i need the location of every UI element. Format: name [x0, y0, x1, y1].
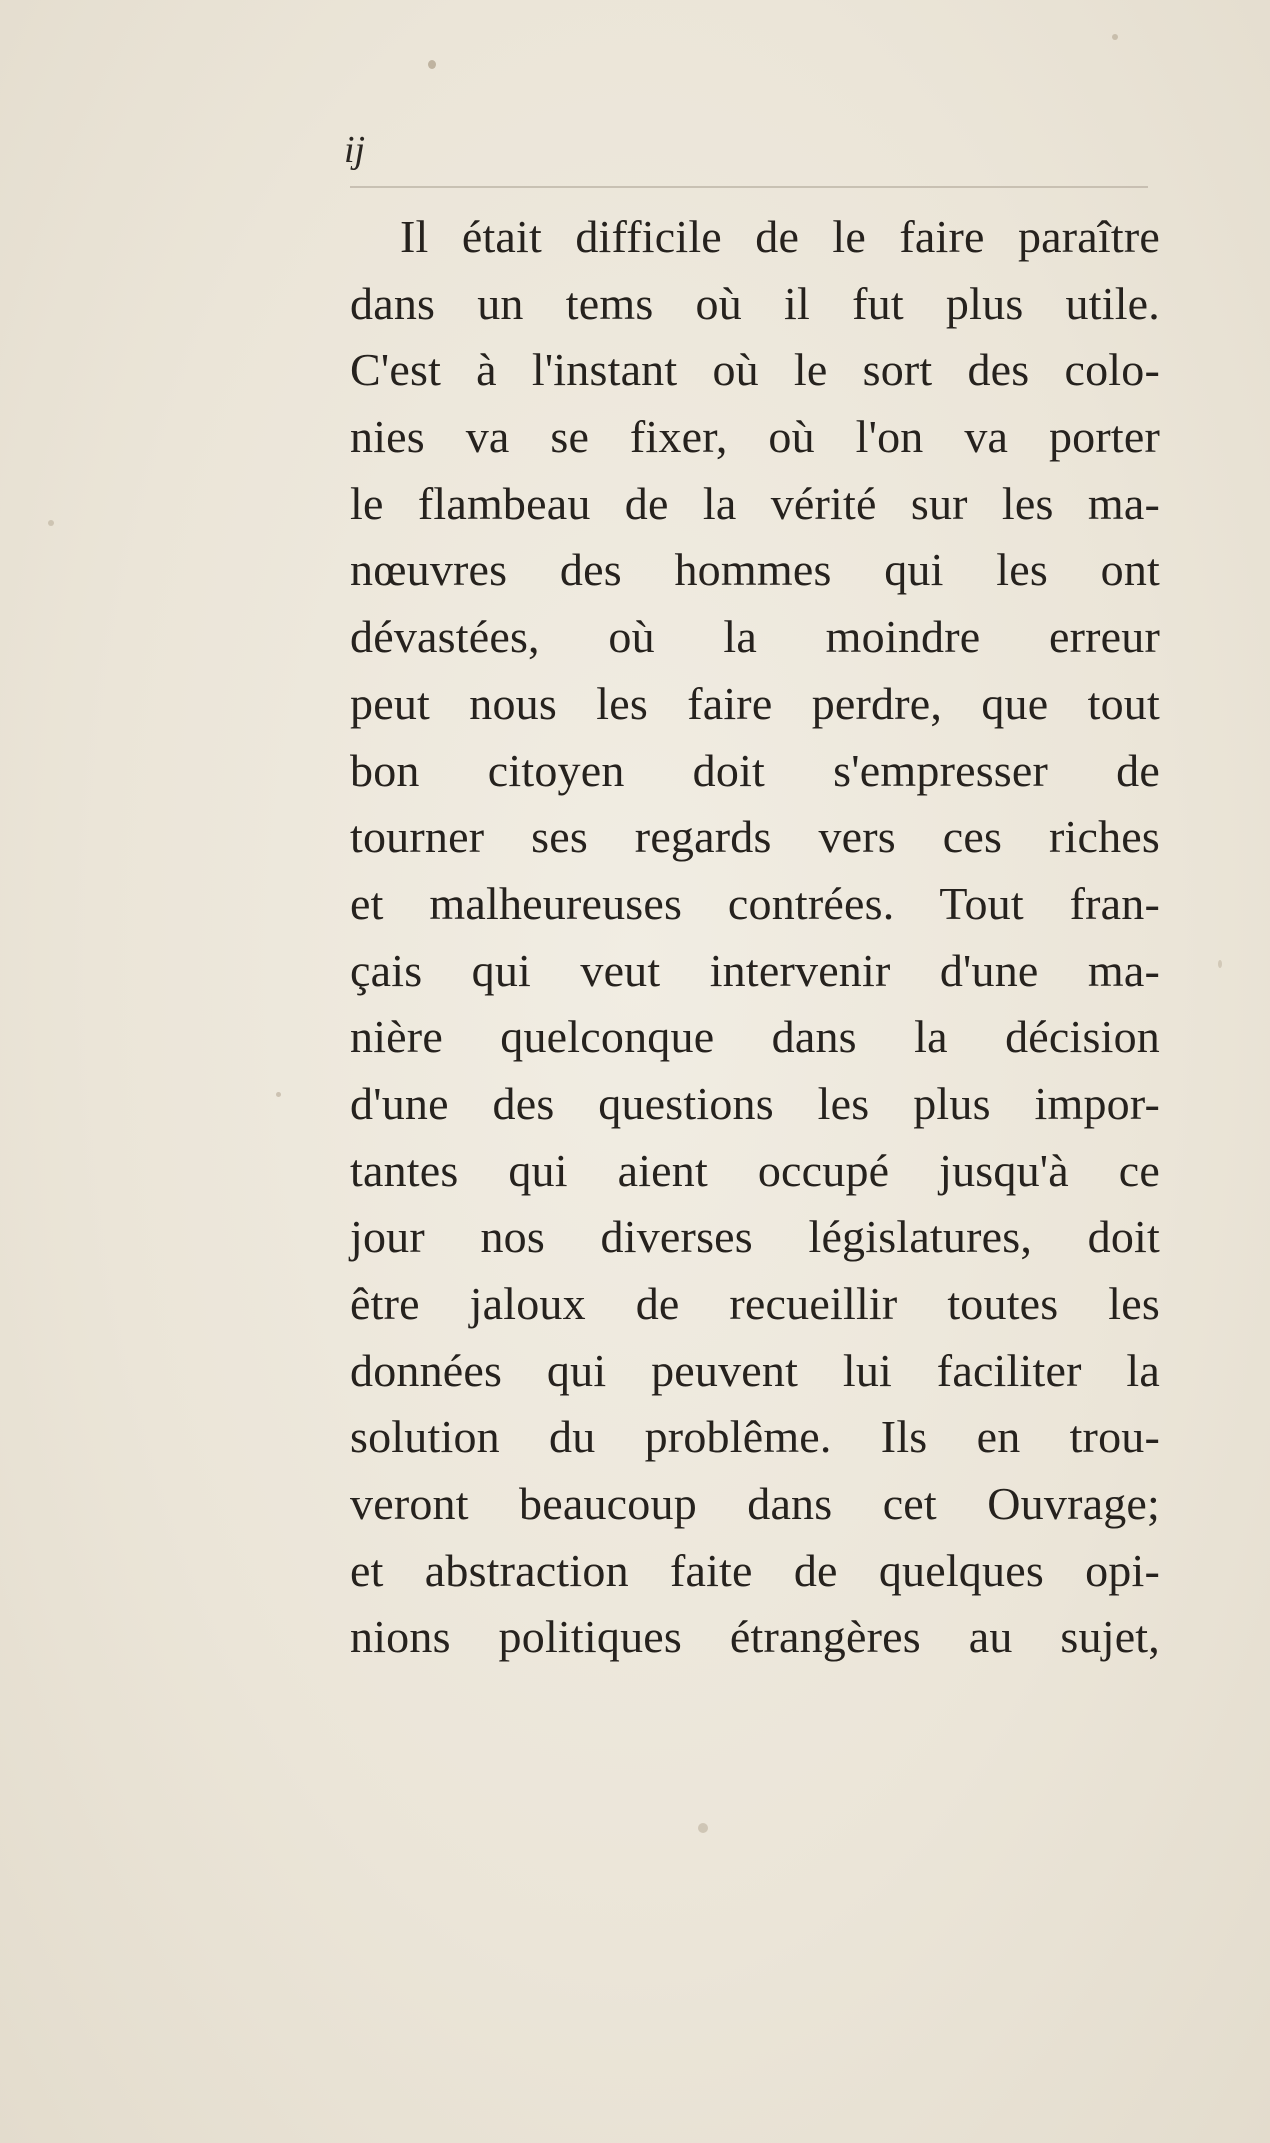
page-number: ij: [344, 129, 366, 171]
text-line: Il était difficile de le faire paraître: [400, 211, 1160, 262]
paper-spot: [48, 520, 54, 526]
text-line: nies va se fixer, où l'on va porter: [350, 411, 1160, 463]
text-line: et abstraction faite de quelques opi-: [350, 1544, 1160, 1596]
paper-spot: [1112, 34, 1118, 40]
body-text: [350, 204, 1160, 1671]
text-line: bon citoyen doit s'empresser de: [350, 744, 1160, 796]
text-line: d'une des questions les plus impor-: [350, 1077, 1160, 1129]
text-line: dans un tems où il fut plus utile.: [350, 277, 1160, 329]
paper-spot: [428, 60, 436, 69]
text-line: nœuvres des hommes qui les ont: [350, 544, 1160, 596]
text-line: et malheureuses contrées. Tout fran-: [350, 877, 1160, 929]
text-line: peut nous les faire perdre, que tout: [350, 677, 1160, 729]
text-line: nions politiques étrangères au sujet,: [350, 1611, 1160, 1663]
text-line: être jaloux de recueillir toutes les: [350, 1278, 1160, 1329]
text-line: données qui peuvent lui faciliter la: [350, 1344, 1160, 1396]
text-line: jour nos diverses législatures, doit: [350, 1211, 1160, 1263]
paper-spot: [1218, 960, 1222, 968]
paper-spot: [698, 1823, 708, 1833]
text-line: le flambeau de la vérité sur les ma-: [350, 477, 1160, 529]
text-line: çais qui veut intervenir d'une ma-: [350, 944, 1160, 996]
text-line: tantes qui aient occupé jusqu'à ce: [350, 1144, 1160, 1196]
text-line: veront beaucoup dans cet Ouvrage;: [350, 1478, 1160, 1530]
text-line: tourner ses regards vers ces riches: [350, 811, 1160, 863]
header-rule: [350, 186, 1148, 188]
paper-spot: [276, 1092, 281, 1097]
text-line: C'est à l'instant où le sort des colo-: [350, 344, 1160, 396]
text-line: dévastées, où la moindre erreur: [350, 611, 1160, 663]
text-line: solution du problême. Ils en trou-: [350, 1411, 1160, 1463]
text-line: nière quelconque dans la décision: [350, 1011, 1160, 1063]
